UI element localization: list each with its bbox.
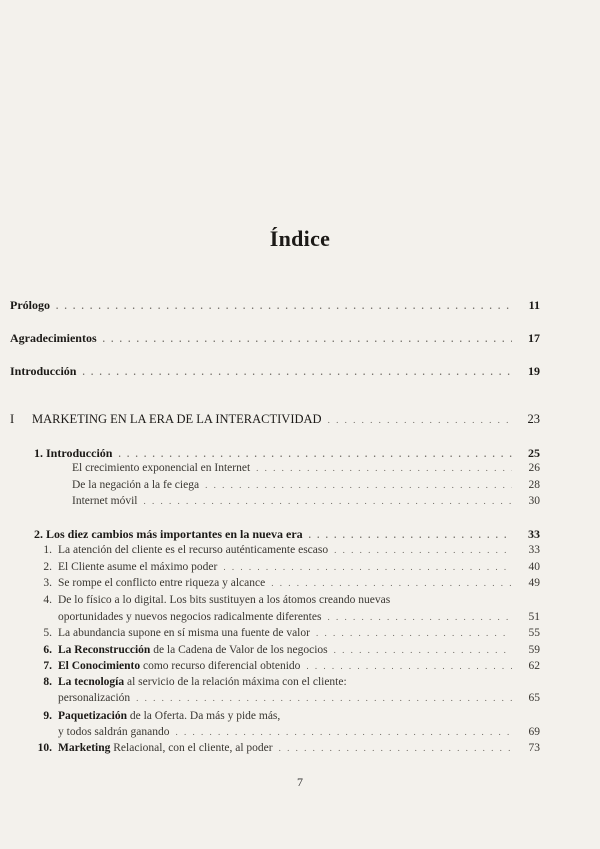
item-number: 2. <box>43 561 52 573</box>
toc-entry-label-bold: La tecnología <box>58 676 125 688</box>
toc-page-number: 51 <box>528 611 540 623</box>
toc-entry-label: Introducción <box>10 364 77 378</box>
toc-page-number: 62 <box>528 660 540 672</box>
toc-entry-chapter-2-item-5[interactable] <box>34 627 540 639</box>
toc-entry-chapter-2-item-2[interactable] <box>34 561 540 573</box>
toc-entry-agradecimientos[interactable] <box>10 331 540 346</box>
toc-page-number: 33 <box>528 544 540 556</box>
toc-entry-label: y todos saldrán ganando <box>58 726 170 738</box>
toc-page-number: 59 <box>528 644 540 656</box>
item-number: 10. <box>37 742 52 754</box>
dot-leader <box>256 463 512 473</box>
toc-entry-chapter-1[interactable] <box>34 446 540 461</box>
toc-page-number: 11 <box>528 298 540 312</box>
dot-leader <box>334 645 512 655</box>
dot-leader <box>56 301 512 311</box>
toc-entry-chapter-2-item-1[interactable] <box>34 544 540 556</box>
toc-page-number: 49 <box>528 577 540 589</box>
toc-entry-chapter-2-item-9-line-1 <box>34 710 280 722</box>
dot-leader <box>271 578 512 588</box>
toc-entry-chapter-2-item-7[interactable] <box>34 660 540 672</box>
toc-page-number: 23 <box>527 412 540 426</box>
dot-leader <box>223 562 512 572</box>
part-roman-numeral: I <box>10 412 15 426</box>
toc-entry-label: Se rompe el conflicto entre riqueza y alcance <box>58 577 266 589</box>
item-number: 4. <box>43 594 52 606</box>
toc-page-number: 19 <box>528 364 540 378</box>
toc-entry-label: como recurso diferencial obtenido <box>140 660 301 672</box>
dot-leader <box>327 612 512 622</box>
dot-leader <box>143 496 512 506</box>
toc-entry-label-bold: Paquetización <box>58 710 127 722</box>
toc-entry-label-bold: Marketing <box>58 742 111 754</box>
dot-leader <box>309 530 512 540</box>
item-number: 7. <box>43 660 52 672</box>
dot-leader <box>118 449 512 459</box>
toc-page-number: 55 <box>528 627 540 639</box>
toc-entry-label-line-1: al servicio de la relación máxima con el cliente: <box>124 676 347 688</box>
item-number: 8. <box>43 676 52 688</box>
toc-page-number: 25 <box>528 446 540 460</box>
toc-entry-label: 1. Introducción <box>34 446 113 460</box>
toc-entry-label: Agradecimientos <box>10 331 97 345</box>
toc-entry-chapter-2-item-9[interactable] <box>58 726 540 738</box>
toc-page-number: 69 <box>528 726 540 738</box>
toc-entry-label: Relacional, con el cliente, al poder <box>110 742 273 754</box>
toc-page-number: 30 <box>528 495 540 507</box>
toc-entry-label: MARKETING EN LA ERA DE LA INTERACTIVIDAD <box>32 412 322 426</box>
dot-leader <box>316 628 512 638</box>
toc-page-number: 40 <box>528 561 540 573</box>
toc-entry-chapter-2-item-3[interactable] <box>34 577 540 589</box>
toc-entry-introduccion[interactable] <box>10 364 540 379</box>
toc-page-number: 17 <box>528 331 540 345</box>
dot-leader <box>334 545 512 555</box>
toc-page-number: 28 <box>528 479 540 491</box>
toc-entry-prologo[interactable] <box>10 298 540 313</box>
dot-leader <box>103 334 512 344</box>
toc-entry-chapter-1-section-3[interactable] <box>72 495 540 507</box>
toc-entry-label-line-1: De lo físico a lo digital. Los bits sustituyen a los átomos creando nuevas <box>58 594 391 606</box>
toc-entry-label: El Cliente asume el máximo poder <box>58 561 218 573</box>
toc-page-number: 73 <box>528 742 540 754</box>
toc-entry-label: La atención del cliente es el recurso auténticamente escaso <box>58 544 329 556</box>
toc-entry-chapter-2-item-8[interactable] <box>58 692 540 704</box>
toc-entry-chapter-1-section-2[interactable] <box>72 479 540 491</box>
dot-leader <box>279 743 512 753</box>
toc-entry-chapter-1-section-1[interactable] <box>72 462 540 474</box>
dot-leader <box>306 661 512 671</box>
toc-page-number: 26 <box>528 462 540 474</box>
item-number: 1. <box>43 544 52 556</box>
toc-entry-label: La abundancia supone en sí misma una fuente de valor <box>58 627 310 639</box>
toc-entry-label: 2. Los diez cambios más importantes en la nueva era <box>34 527 303 541</box>
item-number: 5. <box>43 627 52 639</box>
item-number: 9. <box>43 710 52 722</box>
page-number-footer: 7 <box>297 775 303 789</box>
toc-entry-label: de la Cadena de Valor de los negocios <box>150 644 328 656</box>
toc-entry-chapter-2-item-8-line-1 <box>34 676 347 688</box>
toc-entry-label: oportunidades y nuevos negocios radicalmente diferentes <box>58 611 322 623</box>
dot-leader <box>205 480 512 490</box>
toc-entry-label: El crecimiento exponencial en Internet <box>72 462 251 474</box>
toc-entry-label-bold: La Reconstrucción <box>58 644 151 656</box>
toc-entry-chapter-2-item-4-line-1 <box>34 594 390 606</box>
dot-leader <box>136 693 512 703</box>
item-number: 3. <box>43 577 52 589</box>
toc-page-number: 65 <box>528 692 540 704</box>
page-title: Índice <box>269 226 331 251</box>
toc-entry-chapter-2-item-4[interactable] <box>58 611 540 623</box>
toc-entry-label-line-1: de la Oferta. Da más y pide más, <box>127 710 281 722</box>
toc-entry-chapter-2[interactable] <box>34 527 540 542</box>
toc-entry-label-bold: El Conocimiento <box>58 660 141 672</box>
toc-page-number: 33 <box>528 527 540 541</box>
toc-entry-chapter-2-item-6[interactable] <box>34 644 540 656</box>
toc-entry-label: De la negación a la fe ciega <box>72 479 200 491</box>
dot-leader <box>328 415 512 425</box>
item-number: 6. <box>43 644 52 656</box>
toc-entry-part-1[interactable] <box>10 412 540 427</box>
toc-entry-label: personalización <box>58 692 131 704</box>
toc-entry-label: Prólogo <box>10 298 50 312</box>
dot-leader <box>175 727 512 737</box>
dot-leader <box>82 367 512 377</box>
toc-entry-label: Internet móvil <box>72 495 138 507</box>
toc-entry-chapter-2-item-10[interactable] <box>34 742 540 754</box>
